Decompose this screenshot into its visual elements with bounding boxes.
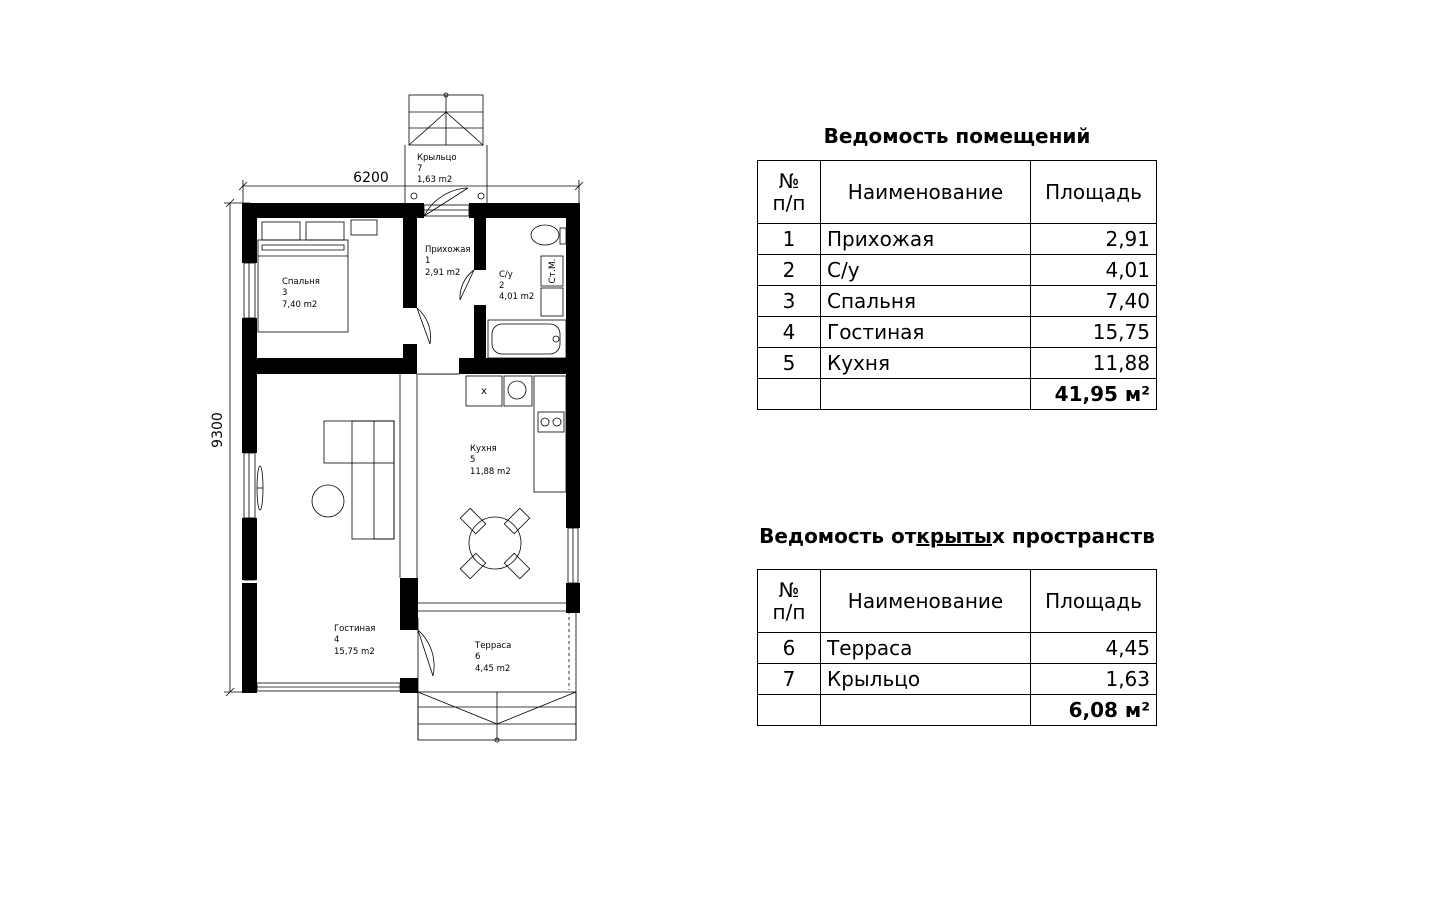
svg-text:1: 1 [425, 256, 431, 266]
open-schedule-title: Ведомость открытых пространств [759, 524, 1155, 548]
svg-text:7,40 m2: 7,40 m2 [282, 300, 318, 310]
room-label-hall [425, 245, 471, 278]
table-header-row [758, 161, 1157, 224]
svg-text:1,63 m2: 1,63 m2 [417, 175, 453, 185]
height-dimension-label: 9300 [210, 412, 226, 448]
room-label-porch [417, 153, 457, 185]
rooms-total: 41,95 м² [1031, 379, 1157, 410]
svg-text:7: 7 [417, 164, 423, 174]
svg-text:5: 5 [470, 455, 476, 465]
svg-text:Терраса: Терраса [475, 641, 512, 651]
svg-text:2: 2 [499, 281, 505, 291]
svg-text:2,91 m2: 2,91 m2 [425, 268, 461, 278]
svg-text:15,75 m2: 15,75 m2 [334, 647, 375, 657]
table-row: 3 Спальня 7,40 [758, 286, 1157, 317]
svg-text:11,88 m2: 11,88 m2 [470, 467, 511, 477]
table-header-row [758, 570, 1157, 633]
table-row: 2 С/у 4,01 [758, 255, 1157, 286]
svg-text:4: 4 [334, 635, 340, 645]
coffee-table [312, 485, 344, 517]
svg-text:4,45 m2: 4,45 m2 [475, 664, 511, 674]
room-label-terrace [474, 641, 511, 674]
tv [257, 466, 263, 510]
svg-text:С/у: С/у [499, 270, 513, 280]
col-header-num: № п/п [758, 570, 821, 633]
width-dimension-label: 6200 [353, 170, 389, 186]
table-row: 7 Крыльцо 1,63 [758, 664, 1157, 695]
table-row: 5 Кухня 11,88 [758, 348, 1157, 379]
width-dimension [239, 180, 583, 205]
col-header-area: Площадь [1031, 161, 1157, 224]
svg-text:Спальня: Спальня [282, 277, 320, 287]
bed [258, 220, 377, 332]
table-total-row [758, 695, 1157, 726]
col-header-name: Наименование [821, 570, 1031, 633]
table-row: 4 Гостиная 15,75 [758, 317, 1157, 348]
wc-fixture-label: Ст.М. [548, 258, 558, 284]
table-row: 6 Терраса 4,45 [758, 633, 1157, 664]
rooms-schedule-title: Ведомость помещений [823, 124, 1091, 148]
svg-text:Крыльцо: Крыльцо [417, 153, 457, 163]
table-total-row [758, 379, 1157, 410]
svg-text:6: 6 [475, 652, 481, 662]
svg-text:Прихожая: Прихожая [425, 245, 471, 255]
svg-text:Кухня: Кухня [470, 444, 497, 454]
room-label-living [334, 624, 375, 657]
col-header-num: № п/п [758, 161, 821, 224]
open-schedule-table [757, 569, 1157, 726]
svg-text:4,01 m2: 4,01 m2 [499, 292, 535, 302]
sofa [324, 421, 394, 539]
room-label-bedroom [282, 277, 320, 310]
open-total: 6,08 м² [1031, 695, 1157, 726]
porch-steps [409, 93, 483, 145]
svg-text:3: 3 [282, 288, 288, 298]
dining-set [460, 508, 529, 578]
svg-text:Гостиная: Гостиная [334, 624, 376, 634]
room-label-kitchen [470, 444, 511, 477]
table-row: 1 Прихожая 2,91 [758, 224, 1157, 255]
room-label-wc [499, 270, 534, 302]
stove-mark: x [481, 386, 487, 397]
col-header-area: Площадь [1031, 570, 1157, 633]
col-header-name: Наименование [821, 161, 1031, 224]
terrace-steps [418, 692, 576, 742]
rooms-schedule-table [757, 160, 1157, 410]
